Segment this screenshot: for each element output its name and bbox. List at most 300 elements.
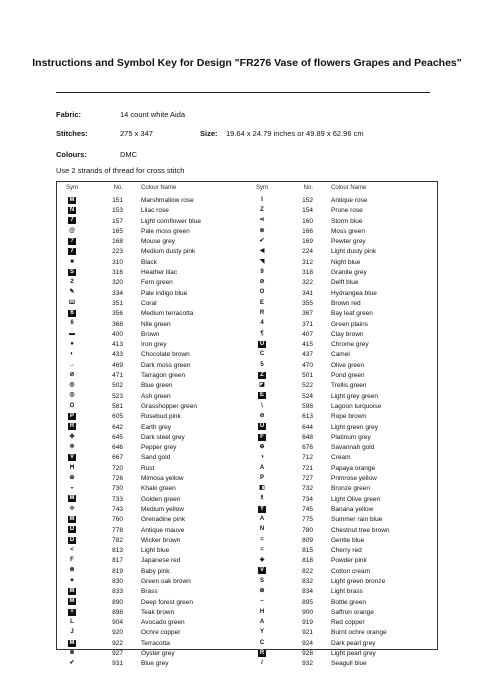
symbol-cell [61,474,83,484]
symbol-cell [61,258,83,268]
symbol-cell [251,474,273,484]
stitch-symbol-icon: + [68,609,76,616]
thread-number: 415 [302,341,313,349]
table-row [251,464,441,474]
thread-number: 152 [302,197,313,204]
colour-name: Red copper [331,619,365,627]
table-row [61,526,251,536]
stitch-symbol-icon: E [259,392,264,399]
colour-name: Japanese red [141,557,181,565]
symbol-cell [251,639,273,649]
stitch-symbol-icon: ◐ [70,351,74,358]
thread-number: 471 [112,372,123,380]
colour-name: Nile green [141,320,171,328]
table-row [61,237,251,247]
table-row [61,381,251,391]
colour-name: Baby pink [141,567,170,575]
colour-name: Pewter grey [331,238,366,246]
symbol-cell [61,340,83,350]
symbol-cell [61,320,83,330]
thread-number: 581 [112,402,123,410]
stitch-symbol-icon: M [69,598,75,605]
thread-number: 433 [112,351,123,359]
stitch-symbol-icon: ◎ [69,382,75,389]
stitch-symbol-icon: ⊕ [259,588,265,595]
symbol-cell [251,402,273,412]
stitch-symbol-icon: Y [259,629,264,636]
colour-name: Rust [141,464,155,472]
symbol-cell [61,433,83,443]
colour-name: Medium yellow [141,505,184,513]
table-row [251,474,441,484]
symbol-cell [251,587,273,597]
stitch-symbol-icon: ◎ [69,392,75,399]
colour-name: Storm blue [331,217,363,225]
colour-name: Powder pink [331,557,367,565]
table-row [61,299,251,309]
thread-number: 775 [302,516,313,524]
thread-number: 413 [112,341,123,349]
stitch-symbol-icon: P [259,474,264,481]
table-row [61,495,251,505]
stitch-symbol-icon: H [259,608,265,615]
colour-name: Light green bronze [331,577,386,585]
colour-name: Moss green [331,227,365,235]
thread-number: 613 [302,413,313,421]
colour-name: Clay brown [331,330,364,338]
table-row [61,423,251,433]
colour-name: Summer rain blue [331,516,383,524]
symbol-cell [251,608,273,618]
colour-name-header: Colour Name [141,185,177,191]
colour-name: Light green grey [331,423,378,431]
symbol-cell [61,649,83,659]
thread-number: 922 [112,639,123,647]
table-row [61,618,251,628]
colour-name: Light pearl grey [331,650,376,658]
symbol-cell [61,628,83,638]
table-row [61,453,251,463]
stitch-symbol-icon: @ [69,227,75,234]
thread-number: 356 [112,310,123,318]
colour-name: Pale moss green [141,227,190,235]
symbol-cell [251,628,273,638]
thread-number: 644 [302,423,313,431]
thread-number: 400 [112,330,123,338]
fabric-value: 14 count white Aida [120,110,186,119]
thread-number: 437 [302,351,313,359]
table-row [251,350,441,360]
table-row [251,618,441,628]
table-row [251,361,441,371]
stitch-symbol-icon: R [259,649,265,656]
symbol-cell [251,649,273,659]
stitch-symbol-icon: ◑ [260,454,264,461]
stitch-symbol-icon: 6 [68,310,76,317]
colour-name: Antique mauve [141,526,185,534]
table-row [61,392,251,402]
symbol-cell [251,330,273,340]
stitch-symbol-icon: O [259,289,265,296]
colour-name: Papaya orange [331,464,376,472]
stitch-symbol-icon: ● [70,340,74,347]
thread-number: 166 [302,227,313,235]
thread-number: 780 [302,526,313,534]
stitch-symbol-icon: R [69,423,75,430]
symbol-cell [251,443,273,453]
table-row [61,567,251,577]
colour-name: Lilac rose [141,207,169,215]
table-row [61,412,251,422]
symbol-cell [61,618,83,628]
stitch-symbol-icon: F [258,434,266,441]
symbol-cell [251,217,273,227]
thread-number: 165 [112,227,123,235]
thread-number: 316 [112,269,123,277]
stitch-symbol-icon: 9 [260,268,264,275]
colour-name: Medium terracotta [141,310,194,318]
stitch-symbol-icon: ⊘ [259,279,265,286]
symbol-cell [61,608,83,618]
stitch-symbol-icon: ◒ [70,485,74,492]
symbol-cell [61,196,83,206]
colour-name: Teak brown [141,608,175,616]
thread-number: 322 [302,279,313,287]
table-row [61,309,251,319]
stitch-symbol-icon: U [259,423,265,430]
colour-name: Seagull blue [331,660,367,668]
thread-number: 351 [112,299,123,307]
thread-number: 524 [302,392,313,400]
table-row [251,598,441,608]
thread-number: 743 [112,505,123,513]
thread-number: 730 [112,485,123,493]
table-row [251,536,441,546]
stitches-label: Stitches: [56,129,88,138]
thread-number: 809 [302,536,313,544]
stitch-symbol-icon: ⊗ [69,649,75,656]
colour-name: Light dusty pink [331,248,377,256]
symbol-cell [61,309,83,319]
colour-name: Cream [331,454,351,462]
stitch-symbol-icon: P [69,413,74,420]
table-row [251,320,441,330]
stitch-symbol-icon: S [69,268,74,275]
colour-name: Trellis green [331,382,367,390]
colour-name: Brass [141,588,158,596]
colour-name: Pale indigo blue [141,289,188,297]
stitch-symbol-icon: V [69,454,74,461]
stitch-symbol-icon: E [259,299,264,306]
symbol-cell [251,515,273,525]
colour-name: Cherry red [331,547,362,555]
colour-name-header: Colour Name [331,185,367,191]
symbol-cell [251,237,273,247]
stitch-symbol-icon: 5 [260,361,264,368]
symbol-cell [251,289,273,299]
symbol-cell [61,659,83,669]
colour-name: Medium dusty pink [141,248,196,256]
stitch-symbol-icon: Z [258,372,266,379]
symbol-cell [61,484,83,494]
table-row [61,206,251,216]
stitch-symbol-icon: A [259,464,265,471]
stitch-symbol-icon: ♗ [259,495,265,502]
symbol-cell [251,412,273,422]
table-row [251,289,441,299]
thread-number: 469 [112,361,123,369]
table-header [251,182,441,196]
symbol-cell [251,659,273,669]
colour-name: Rosebud pink [141,413,181,421]
symbol-cell [251,546,273,556]
stitch-symbol-icon: V [259,567,264,574]
colour-name: Mouse grey [141,238,175,246]
thread-number: 312 [302,258,313,266]
thread-number: 523 [112,392,123,400]
stitch-symbol-icon: \ [261,402,263,409]
stitches-value: 275 x 347 [120,129,153,138]
colour-name: Light cornflower blue [141,217,201,225]
thread-number: 169 [302,238,313,246]
page-title: Instructions and Symbol Key for Design "FR276 Vase of flowers Grapes and Peaches" [32,57,462,69]
thread-number: 932 [302,660,313,668]
symbol-cell [61,536,83,546]
colour-name: Tarragon green [141,372,186,380]
strand-instruction: Use 2 strands of thread for cross stitch [56,166,185,175]
stitch-symbol-icon: A [259,618,265,625]
table-row [251,577,441,587]
stitch-symbol-icon: ✔ [259,237,265,244]
table-row [251,484,441,494]
table-row [251,217,441,227]
thread-number: 153 [112,207,123,215]
thread-number: 815 [302,547,313,555]
colour-name: Light grey green [331,392,378,400]
table-row [61,515,251,525]
thread-number: 817 [112,557,123,565]
colour-name: Dark moss green [141,361,191,369]
table-row [61,577,251,587]
table-row [251,628,441,638]
stitch-symbol-icon: ✢ [69,505,75,512]
stitch-symbol-icon: Ħ [69,464,75,471]
table-row [251,381,441,391]
table-row [251,649,441,659]
colour-name: Cotton cream [331,567,371,575]
symbol-cell [61,402,83,412]
symbol-cell [61,587,83,597]
thread-number: 605 [112,413,123,421]
colour-name: Savannah gold [331,444,375,452]
stitch-symbol-icon: ⊕ [259,443,265,450]
stitch-symbol-icon: D [69,536,75,543]
table-row [251,402,441,412]
symbol-cell [61,268,83,278]
symbol-cell [251,227,273,237]
stitch-symbol-icon: O [69,402,75,409]
thread-number: 727 [302,475,313,483]
thread-number: 895 [302,598,313,606]
stitch-symbol-icon: = [260,546,264,553]
symbol-cell [61,361,83,371]
stitch-symbol-icon: ◀ [259,248,265,255]
thread-number: 921 [302,629,313,637]
thread-number: 154 [302,207,313,215]
colour-name: Chestnut tree brown [331,526,390,534]
colour-name: Burnt ochre orange [331,629,387,637]
stitch-symbol-icon: ⋖ [259,217,265,224]
stitch-symbol-icon: 6 [70,320,74,327]
table-row [251,299,441,309]
thread-number: 676 [302,444,313,452]
sym-header: Sym [256,185,268,191]
thread-number: 919 [302,619,313,627]
thread-number: 318 [302,269,313,277]
symbol-cell [61,206,83,216]
colour-name: Banana yellow [331,505,374,513]
symbol-cell [61,330,83,340]
symbol-cell [61,526,83,536]
colour-name: Ash green [141,392,171,400]
colour-name: Prune rose [331,207,363,215]
table-row [251,443,441,453]
symbol-cell [61,443,83,453]
table-row [61,628,251,638]
symbol-cell [61,556,83,566]
symbol-cell [251,278,273,288]
symbol-cell [61,567,83,577]
stitch-symbol-icon: U [259,340,265,347]
colour-name: Light Olive green [331,495,381,503]
thread-number: 720 [112,464,123,472]
thread-number: 818 [302,557,313,565]
colour-name: Fern green [141,279,173,287]
colour-name: Ochre copper [141,629,181,637]
stitch-symbol-icon: / [261,660,263,667]
symbol-cell [251,526,273,536]
thread-number: 721 [302,464,313,472]
thread-number: 830 [112,577,123,585]
thread-number: 157 [112,217,123,225]
colour-name: Blue grey [141,660,169,668]
stitch-symbol-icon: ⊚ [259,227,265,234]
symbol-cell [251,567,273,577]
colour-name: Platinum grey [331,433,371,441]
symbol-cell [251,433,273,443]
stitch-symbol-icon: ✎ [69,289,75,296]
thread-number: 371 [302,320,313,328]
colour-name: Pepper grey [141,444,177,452]
thread-number: 928 [302,650,313,658]
table-row [61,505,251,515]
stitch-symbol-icon: A [259,515,265,522]
table-header [61,182,251,196]
stitch-symbol-icon: 4 [260,320,264,327]
symbol-cell [61,453,83,463]
stitch-symbol-icon: N [69,207,75,214]
symbol-cell [251,392,273,402]
sym-header: Sym [66,185,78,191]
table-row [251,258,441,268]
colour-name: Camel [331,351,350,359]
table-row [251,505,441,515]
thread-number: 341 [302,289,313,297]
table-row [61,587,251,597]
symbol-cell [251,453,273,463]
thread-number: 648 [302,433,313,441]
thread-number: 904 [112,619,123,627]
table-row [61,556,251,566]
stitch-symbol-icon: → [69,361,75,368]
table-row [61,361,251,371]
table-row [251,587,441,597]
symbol-cell [251,309,273,319]
title-divider [56,92,430,93]
colour-name: Grasshopper green [141,402,198,410]
stitch-symbol-icon: 2 [70,279,74,286]
colour-name: Coral [141,299,157,307]
stitch-symbol-icon: I [261,196,263,203]
colour-name: Golden green [141,495,181,503]
table-row [251,546,441,556]
table-row [61,258,251,268]
symbol-cell [61,289,83,299]
thread-number: 782 [112,536,123,544]
table-row [251,278,441,288]
size-value: 19.64 x 24.79 inches or 49.89 x 62.96 cm [226,129,364,138]
symbol-key-left-column [61,182,251,670]
thread-number: 320 [112,279,123,287]
table-row [251,433,441,443]
symbol-cell [61,217,83,227]
stitch-symbol-icon: M [69,495,75,502]
symbol-cell [251,196,273,206]
table-row [61,536,251,546]
thread-number: 598 [302,402,313,410]
symbol-cell [251,484,273,494]
symbol-cell [251,340,273,350]
stitch-symbol-icon: ✤ [69,433,75,440]
symbol-cell [61,237,83,247]
table-row [251,567,441,577]
stitch-symbol-icon: ⊘ [259,413,265,420]
stitch-symbol-icon: ? [68,238,76,245]
stitch-symbol-icon: ■ [70,258,74,265]
table-row [251,423,441,433]
symbol-cell [251,423,273,433]
stitch-symbol-icon: M [69,588,75,595]
colour-name: Bottle green [331,598,367,606]
stitch-symbol-icon: Ш [68,299,76,306]
table-row [251,247,441,257]
colour-name: Black [141,258,157,266]
table-row [251,392,441,402]
table-row [251,340,441,350]
symbol-cell [61,464,83,474]
thread-number: 745 [302,505,313,513]
symbol-cell [61,495,83,505]
symbol-cell [61,350,83,360]
thread-number: 368 [112,320,123,328]
stitch-symbol-icon: C [259,351,265,358]
table-row [251,608,441,618]
stitch-symbol-icon: S [259,577,264,584]
colour-name: Pond green [331,372,365,380]
symbol-cell [251,464,273,474]
stitch-symbol-icon: < [70,546,74,553]
symbol-cell [251,371,273,381]
